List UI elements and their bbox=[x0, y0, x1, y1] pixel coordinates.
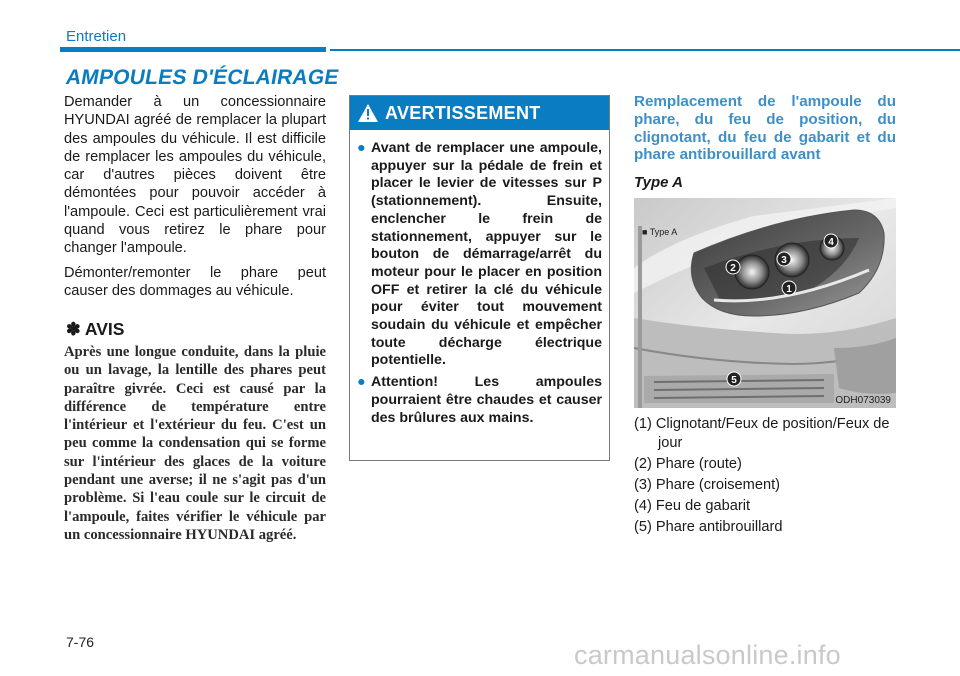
warning-list bbox=[357, 140, 602, 431]
intro-paragraph: Démonter/remonter le phare peut causer des dommages au véhicule. bbox=[64, 264, 326, 299]
callout-5: 5 bbox=[731, 375, 737, 386]
bullet-icon: ● bbox=[357, 374, 366, 391]
warning-header bbox=[350, 96, 609, 130]
figure-code: ODH073039 bbox=[835, 395, 891, 406]
headlamp-illustration bbox=[634, 198, 896, 408]
header-rule-thick bbox=[60, 47, 326, 52]
callout-2: 2 bbox=[730, 263, 736, 274]
type-label: Type A bbox=[634, 174, 683, 191]
section-title: Entretien bbox=[66, 28, 127, 45]
list-item: (2) Phare (route) bbox=[634, 455, 742, 472]
figure-tag: ■ Type A bbox=[642, 227, 678, 237]
list-item: (4) Feu de gabarit bbox=[634, 498, 751, 515]
page-number: 7-76 bbox=[66, 634, 95, 650]
warning-title: AVERTISSEMENT bbox=[385, 103, 541, 123]
watermark: carmanualsonline.info bbox=[574, 640, 841, 670]
notice-body: Après une longue conduite, dans la pluie ou un lavage, la lentille des phares peut paraître givrée. Ceci est causé par la différence de température entre l'intérieur et l'extérieur du feu. C'est un peu comme la condensation qui se forme sur l'intérieur des glaces de la voiture pendant une averse; il ne s'agit pas d'un problème. Si l'eau coule sur le circuit de l'ampoule, faites vérifier le véhicule par un concessionnaire HYUNDAI agréé. bbox=[64, 344, 326, 543]
list-item: (1) Clignotant/Feux de position/Feux de jour bbox=[634, 416, 890, 451]
bullet-icon: ● bbox=[357, 140, 366, 156]
callout-4: 4 bbox=[828, 237, 834, 248]
warning-item: ● Avant de remplacer une ampoule, appuyer sur la pédale de frein et placer le levier de vitesses sur P (stationnement). Ensuite, enclencher le frein de stationnement, appuyer sur le bouton de démarrage/arrêt du moteur pour le placer en position OFF et retirer la clé du véhicule pour éviter tout mouvement soudain du véhicule et empêcher toute décharge électrique potentielle. bbox=[357, 140, 602, 369]
warning-item: ● Attention! Les ampoules pourraient être chaudes et causer des brûlures aux mains. bbox=[357, 374, 602, 426]
page-title: AMPOULES D'ÉCLAIRAGE bbox=[64, 66, 341, 89]
callout-3: 3 bbox=[781, 255, 787, 266]
intro-paragraph: Demander à un concessionnaire HYUNDAI agréé de remplacer la plupart des ampoules du véhicule. Il est difficile de remplacer les ampoules du véhicule, car d'autres pièces doivent être démontées pour pouvoir accéder à l'ampoule. Ceci est particulièrement vrai quand vous retirez le phare pour changer l'ampoule. bbox=[64, 94, 326, 257]
callout-1: 1 bbox=[786, 284, 792, 295]
list-item: (5) Phare antibrouillard bbox=[634, 519, 783, 536]
header-rule-thin bbox=[330, 49, 960, 51]
warning-triangle-icon bbox=[357, 103, 379, 123]
headlamp-figure bbox=[634, 198, 896, 408]
list-item: (3) Phare (croisement) bbox=[634, 476, 780, 493]
bulb-list bbox=[634, 415, 898, 539]
intro-text bbox=[64, 93, 326, 306]
notice-heading: ✽ AVIS bbox=[66, 319, 125, 339]
replacement-heading: Remplacement de l'ampoule du phare, du feu de position, du clignotant, du feu de gabarit et du phare antibrouillard avant bbox=[634, 93, 896, 164]
